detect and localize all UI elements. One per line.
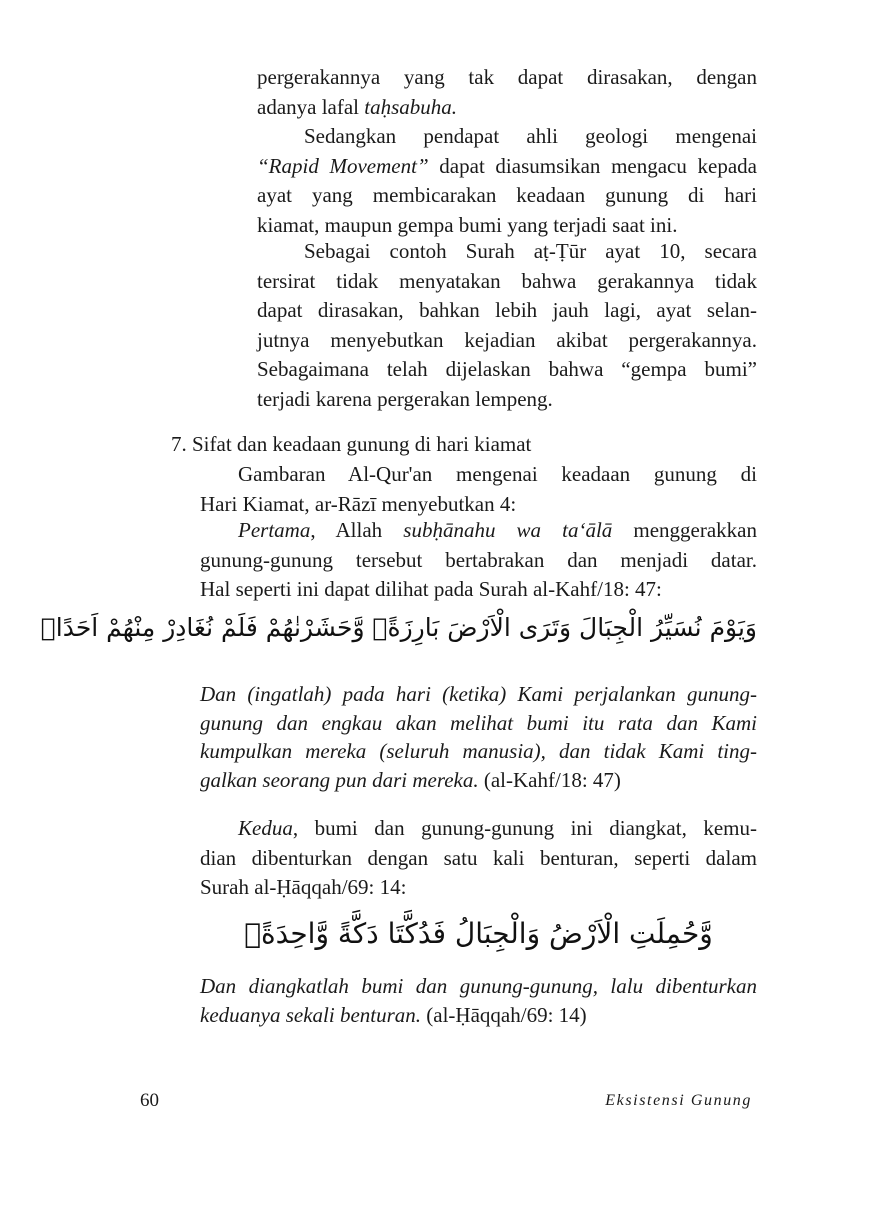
section-heading: 7. Sifat dan keadaan gunung di hari kiamat	[171, 432, 532, 456]
point-label: Kedua	[238, 816, 293, 840]
text-line: Sedangkan pendapat ahli geologi mengenai	[304, 124, 757, 148]
text-line: “Rapid Movement” dapat diasumsikan mengacu kepada	[257, 153, 757, 178]
text-line: adanya lafal taḥsabuha.	[257, 94, 458, 119]
italic-term: “Rapid Movement”	[257, 153, 429, 178]
paragraph-continuation	[257, 63, 757, 122]
text-line: gunung-gunung tersebut bertabrakan dan menjadi datar.	[200, 547, 757, 572]
paragraph-second	[200, 814, 757, 903]
verse-reference: (al-Ḥāqqah/69: 14)	[421, 1002, 587, 1027]
point-label: Pertama	[238, 518, 311, 542]
text-line: dian dibenturkan dengan satu kali benturan, seperti dalam	[200, 845, 757, 870]
text-line: jutnya menyebutkan kejadian akibat pergerakannya.	[257, 327, 757, 352]
arabic-verse-haqqah: وَّحُمِلَتِ الْاَرْضُ وَالْجِبَالُ فَدُكَّتَا دَكَّةً وَّاحِدَةًۙ	[244, 917, 713, 950]
text-line: Sebagaimana telah dijelaskan bahwa “gempa bumi”	[257, 357, 757, 381]
text-line: keduanya sekali benturan. (al-Ḥāqqah/69: 14)	[200, 1002, 587, 1027]
text-line: terjadi karena pergerakan lempeng.	[257, 386, 553, 411]
text-line: Sebagai contoh Surah aṭ-Ṭūr ayat 10, secara	[304, 239, 757, 263]
text-line: ayat yang membicarakan keadaan gunung di hari	[257, 183, 757, 207]
translation-haqqah	[200, 972, 757, 1029]
paragraph-intro	[200, 460, 757, 519]
text-line: Hal seperti ini dapat dilihat pada Surah al-Kahf/18: 47:	[200, 577, 662, 601]
italic-term: taḥsabuha.	[364, 94, 458, 119]
page-number: 60	[140, 1090, 159, 1111]
text-line: Dan (ingatlah) pada hari (ketika) Kami perjalankan gunung-	[200, 682, 757, 706]
text-line: kumpulkan mereka (seluruh manusia), dan tidak Kami ting-	[200, 739, 757, 763]
paragraph-first	[200, 516, 757, 605]
text-line: tersirat tidak menyatakan bahwa gerakannya tidak	[257, 268, 757, 293]
running-title: Eksistensi Gunung	[605, 1092, 752, 1109]
text-line: Gambaran Al-Qur'an mengenai keadaan gunung di	[238, 462, 757, 486]
italic-term: subḥānahu wa ta‘ālā	[403, 518, 613, 542]
verse-reference: (al-Kahf/18: 47)	[478, 767, 621, 792]
text-line: Hari Kiamat, ar-Rāzī menyebutkan 4:	[200, 491, 517, 516]
text-line: kiamat, maupun gempa bumi yang terjadi saat ini.	[257, 212, 678, 237]
text-line: Dan diangkatlah bumi dan gunung-gunung, lalu dibenturkan	[200, 974, 757, 998]
paragraph-example	[257, 237, 757, 414]
text-line: Surah al-Ḥāqqah/69: 14:	[200, 875, 407, 899]
text-line: pergerakannya yang tak dapat dirasakan, dengan	[257, 65, 757, 89]
paragraph-geology	[257, 122, 757, 240]
text-line: Kedua, bumi dan gunung-gunung ini diangkat, kemu-	[238, 816, 757, 840]
text-line: gunung dan engkau akan melihat bumi itu rata dan Kami	[200, 710, 757, 735]
arabic-verse-kahf: وَيَوْمَ نُسَيِّرُ الْجِبَالَ وَتَرَى الْاَرْضَ بَارِزَةًۙ وَّحَشَرْنٰهُمْ فَلَمْ نُغَادِرْ مِنْهُمْ اَحَدًاۚ	[40, 613, 757, 642]
text-line: Pertama, Allah subḥānahu wa ta‘ālā menggerakkan	[238, 518, 757, 542]
text-line: dapat dirasakan, bahkan lebih jauh lagi, ayat selan-	[257, 298, 757, 322]
text-line: galkan seorang pun dari mereka. (al-Kahf/18: 47)	[200, 767, 621, 792]
translation-kahf	[200, 680, 757, 794]
